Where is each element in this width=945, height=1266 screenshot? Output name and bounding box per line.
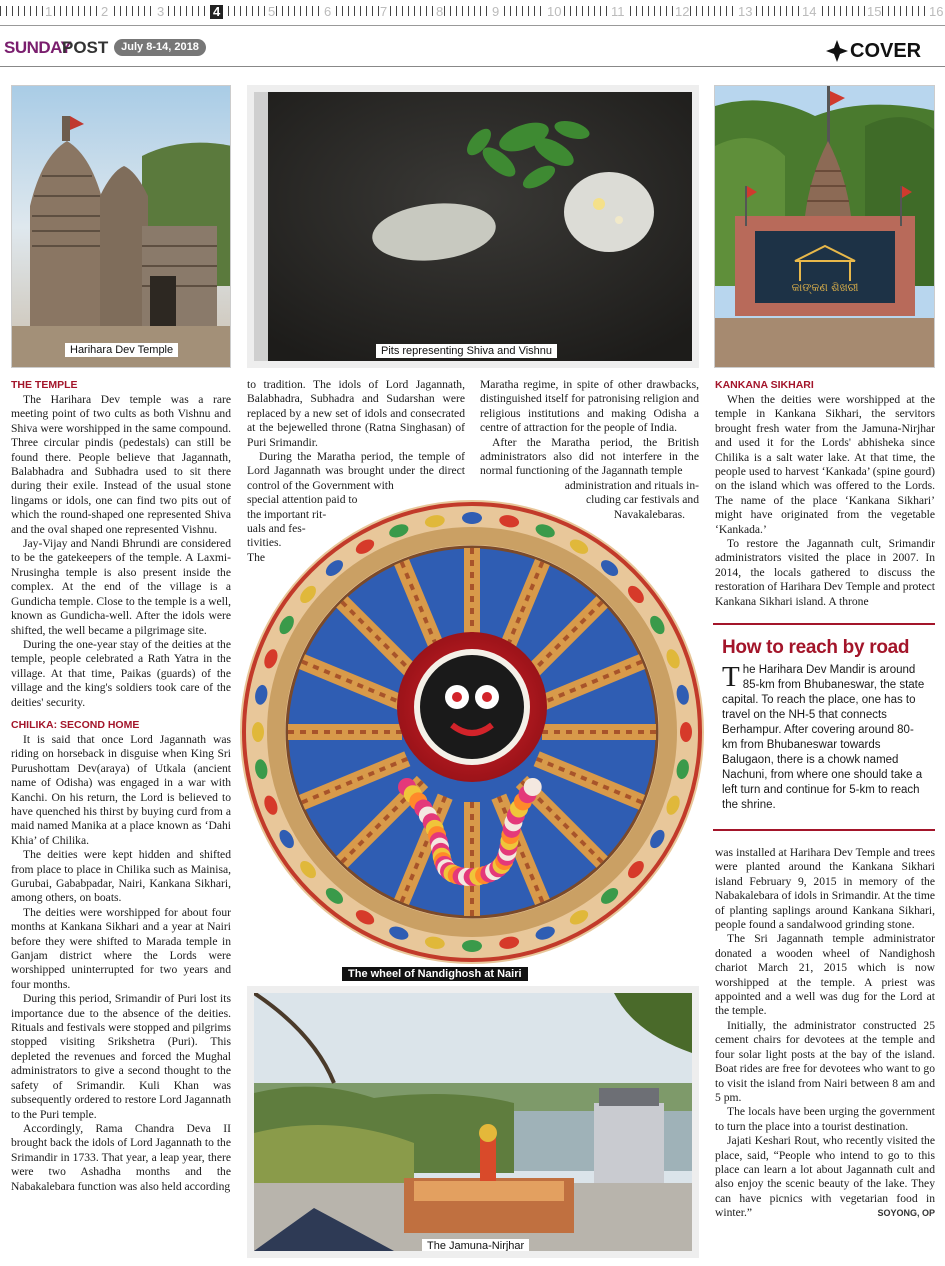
text-line: uals and fes- xyxy=(247,522,306,536)
paragraph: After the Maratha period, the British administrators also did not interfere in the normal functioning of the Jagannath temple xyxy=(480,435,699,478)
column-4-continued xyxy=(715,846,935,1221)
brand-post: POST xyxy=(62,38,109,57)
pits-caption: Pits representing Shiva and Vishnu xyxy=(376,344,557,358)
text-line: the important rit- xyxy=(247,507,327,521)
ruler-number: 8 xyxy=(436,4,444,19)
paragraph: During this period, Srimandir of Puri lost its importance due to the absence of the deities. Rituals and festivals were stopped and pilgrims stopped visiting Srikshetra (Puri). This depleted the revenues and forced the Mughal administrators to give a second thought to the safety of Srimandir. Kuli Khan was subsequently ordered to restore Lord Jagannath to the Puri temple. xyxy=(11,992,231,1121)
paragraph: to tradition. The idols of Lord Jagannath, Balabhadra, Subhadra and Sudarshan were replaced by a new set of idols and consecrated at the bejewelled throne (Ratna Singhasan) of Puri Srimandir. xyxy=(247,378,465,449)
box-title: How to reach by road xyxy=(722,637,910,658)
text-line: special attention paid to xyxy=(247,493,358,507)
section-heading: CHILIKA: SECOND HOME xyxy=(11,718,140,731)
wheel-petal xyxy=(252,722,264,742)
paragraph: When the deities were worshipped at the temple in Kankana Sikhari, the servitors brought fresh water from the Jamuna-Nirjhar and used it for the Lords' abhisheka since Chilika is a salt water lake. At that time, the people used to harvest ‘Kankada’ (spine gourd) on the island which was offered to the Lords. The name of the place ‘Kankana Sikhari’ might have originated from the vegetable ‘Kankada.’ xyxy=(715,393,935,536)
how-to-reach-box xyxy=(713,623,935,831)
sign-text: କାଙ୍କଣ ଶିଖରୀ xyxy=(791,281,859,294)
wheel-petal xyxy=(680,722,692,742)
paragraph: was installed at Harihara Dev Temple and trees were planted around the Kankana Sikhari island February 9, 2015 in memory of the Nabakalebara of idols in Srimandir. At the time of planting saplings around Kankana Sikhari, people found a sandalwood grinding stone. xyxy=(715,846,935,932)
ruler-number: 6 xyxy=(324,4,332,19)
photo-credit: SOYONG, OP xyxy=(877,1208,935,1219)
text-line: tivities. xyxy=(247,536,282,550)
temple-photo xyxy=(11,85,231,368)
paragraph: Jay-Vijay and Nandi Bhrundi are considered to be the gatekeepers of the temple. A Laxmi-Nrusingha temple is also present inside the complex. At the end of the village is a Gundicha temple. Close to the temple is a well, known as Gundicha-well. After the idols were shifted, the well became a pilgrimage site. xyxy=(11,537,231,637)
issue-date: July 8-14, 2018 xyxy=(114,39,206,56)
ruler-number: 15 xyxy=(867,4,882,19)
paragraph: During the one-year stay of the deities at the temple, people celebrated a Rath Yatra in the village. At that time, Paikas (guards) of the village and the king's soldiers took care of the deities' security. xyxy=(11,637,231,709)
jamuna-caption: The Jamuna-Nirjhar xyxy=(422,1239,529,1253)
paragraph: Maratha regime, in spite of other drawbacks, distinguished itself for patronising religion and religious institutions and making Odisha a centre of attraction for the people of India. xyxy=(480,378,699,435)
paragraph: The Harihara Dev temple was a rare meeting point of two cults as both Vishnu and Shiva were worshipped in the same compound. Three circular pindis (pedestals) can still be found there. People believe that Jagannath, Balabhadra and Subhadra used to sit there during their exile. Instead of the usual stone lingams or idols, one can find two pits out of which the round-shaped one represented Shiva and the oval shaped one represented Vishnu. xyxy=(11,393,231,536)
ruler-number: 5 xyxy=(268,4,276,19)
wheel-caption: The wheel of Nandighosh at Nairi xyxy=(342,967,528,981)
ruler-number-current: 4 xyxy=(210,5,223,19)
ruler-number: 14 xyxy=(802,4,817,19)
quote-paragraph: Jajati Keshari Rout, who recently visited the place, said, “People who intend to go to this place can learn a lot about Jagannath cult and also enjoy the scenic beauty of the lake. They can have picnics with vegetarian food in winter.” xyxy=(715,1134,935,1220)
paragraph xyxy=(715,1134,935,1220)
wheel-photo xyxy=(232,497,712,985)
ruler-number: 1 xyxy=(45,4,53,19)
section-heading: KANKANA SIKHARI xyxy=(715,379,814,391)
box-body: he Harihara Dev Mandir is around 85-km from Bhubaneswar, the state capital. To reach the place, one has to travel on the NH-5 that connects Berhampur. After covering around 80-km from Bhubaneswar towards Balugaon, there is a chowk named Nachuni, from where one should take a left turn and continue for 5-km to reach the shrine. xyxy=(722,664,925,811)
paragraph: It is said that once Lord Jagannath was riding on horseback in disguise when King Sri Purushottam Dev(araya) of Utkala (ancient name of Odisha) was engaged in a war with Kanchi. On his return, the Lord is believed to have quenched his thirst by buying curd from a maid named Manika at a place known as ‘Dahi Khia’ of Chilika. xyxy=(11,732,231,847)
column-1 xyxy=(11,378,231,1194)
text-line: administration and rituals in- xyxy=(564,478,699,492)
text-line: cluding car festivals and xyxy=(586,493,699,507)
wheel-petal xyxy=(462,512,482,524)
paragraph: Accordingly, Rama Chandra Deva II brought back the idols of Lord Jagannath to the Srimandir in 1733. That year, a leap year, there were two Ashadha months and the Nabakalebara function was also held according xyxy=(11,1121,231,1193)
compass-icon xyxy=(826,40,848,62)
section-heading: THE TEMPLE xyxy=(11,379,78,391)
ruler-number: 11 xyxy=(611,4,625,19)
ruler-number: 3 xyxy=(157,4,165,19)
text-line: Navakalebaras. xyxy=(613,507,685,521)
paragraph: The Sri Jagannath temple administrator donated a wooden wheel of Nandighosh chariot March 21, 2015 which is now worshipped at the temple. A priest was appointed and a well was dug for the Lord at the temple. xyxy=(715,932,935,1018)
column-4 xyxy=(715,378,935,609)
ruler-number: 7 xyxy=(380,4,388,19)
paragraph: Initially, the administrator constructed 25 cement chairs for devotees at the temple and four solar light posts at the bay of the island. Boat rides are free for devotees who want to go to visit the island from Nairi between 8 am and 5 pm. xyxy=(715,1018,935,1104)
text-line: The xyxy=(247,550,266,564)
wheel-petal xyxy=(462,940,482,952)
section-title: COVER xyxy=(850,40,922,62)
garland-flower xyxy=(524,778,542,796)
header-rule xyxy=(0,66,945,67)
temple-caption: Harihara Dev Temple xyxy=(65,343,178,357)
pits-photo xyxy=(247,85,699,368)
ruler-number: 16 xyxy=(929,4,944,19)
paragraph: To restore the Jagannath cult, Srimandir administrators visited the place in 2007. In 2014, the locals gathered to discuss the restoration of Harihara Dev Temple and protect Kankana Sikhari island. A throne xyxy=(715,537,935,608)
box-text xyxy=(713,663,935,813)
paragraph: The deities were worshipped for about four months at Kankana Sikhari and a year at Nairi before they were shifted to Marada temple in Ganjam district where the Lords were worshipped uninterrupted for two years and four months. xyxy=(11,905,231,991)
ruler-number: 13 xyxy=(738,4,753,19)
ruler-number: 9 xyxy=(492,4,500,19)
ruler-number: 12 xyxy=(675,4,690,19)
paragraph: The deities were kept hidden and shifted from place to place in Chilika such as Mainisa, Gurubai, Gababpadar, Nairi, Kankana Sikhari, among others, on boats. xyxy=(11,848,231,905)
paragraph: The locals have been urging the government to turn the place into a tourist destination. xyxy=(715,1105,935,1133)
jamuna-photo xyxy=(247,986,699,1258)
page-ruler xyxy=(0,0,945,26)
ruler-number: 10 xyxy=(547,4,562,19)
paragraph: During the Maratha period, the temple of Lord Jagannath was brought under the direct control of the Government with xyxy=(247,450,465,492)
brand-sunday: SUNDAY xyxy=(4,38,72,57)
drop-cap: T xyxy=(722,661,740,693)
ruler-number: 2 xyxy=(101,4,109,19)
kankana-photo xyxy=(714,85,935,368)
